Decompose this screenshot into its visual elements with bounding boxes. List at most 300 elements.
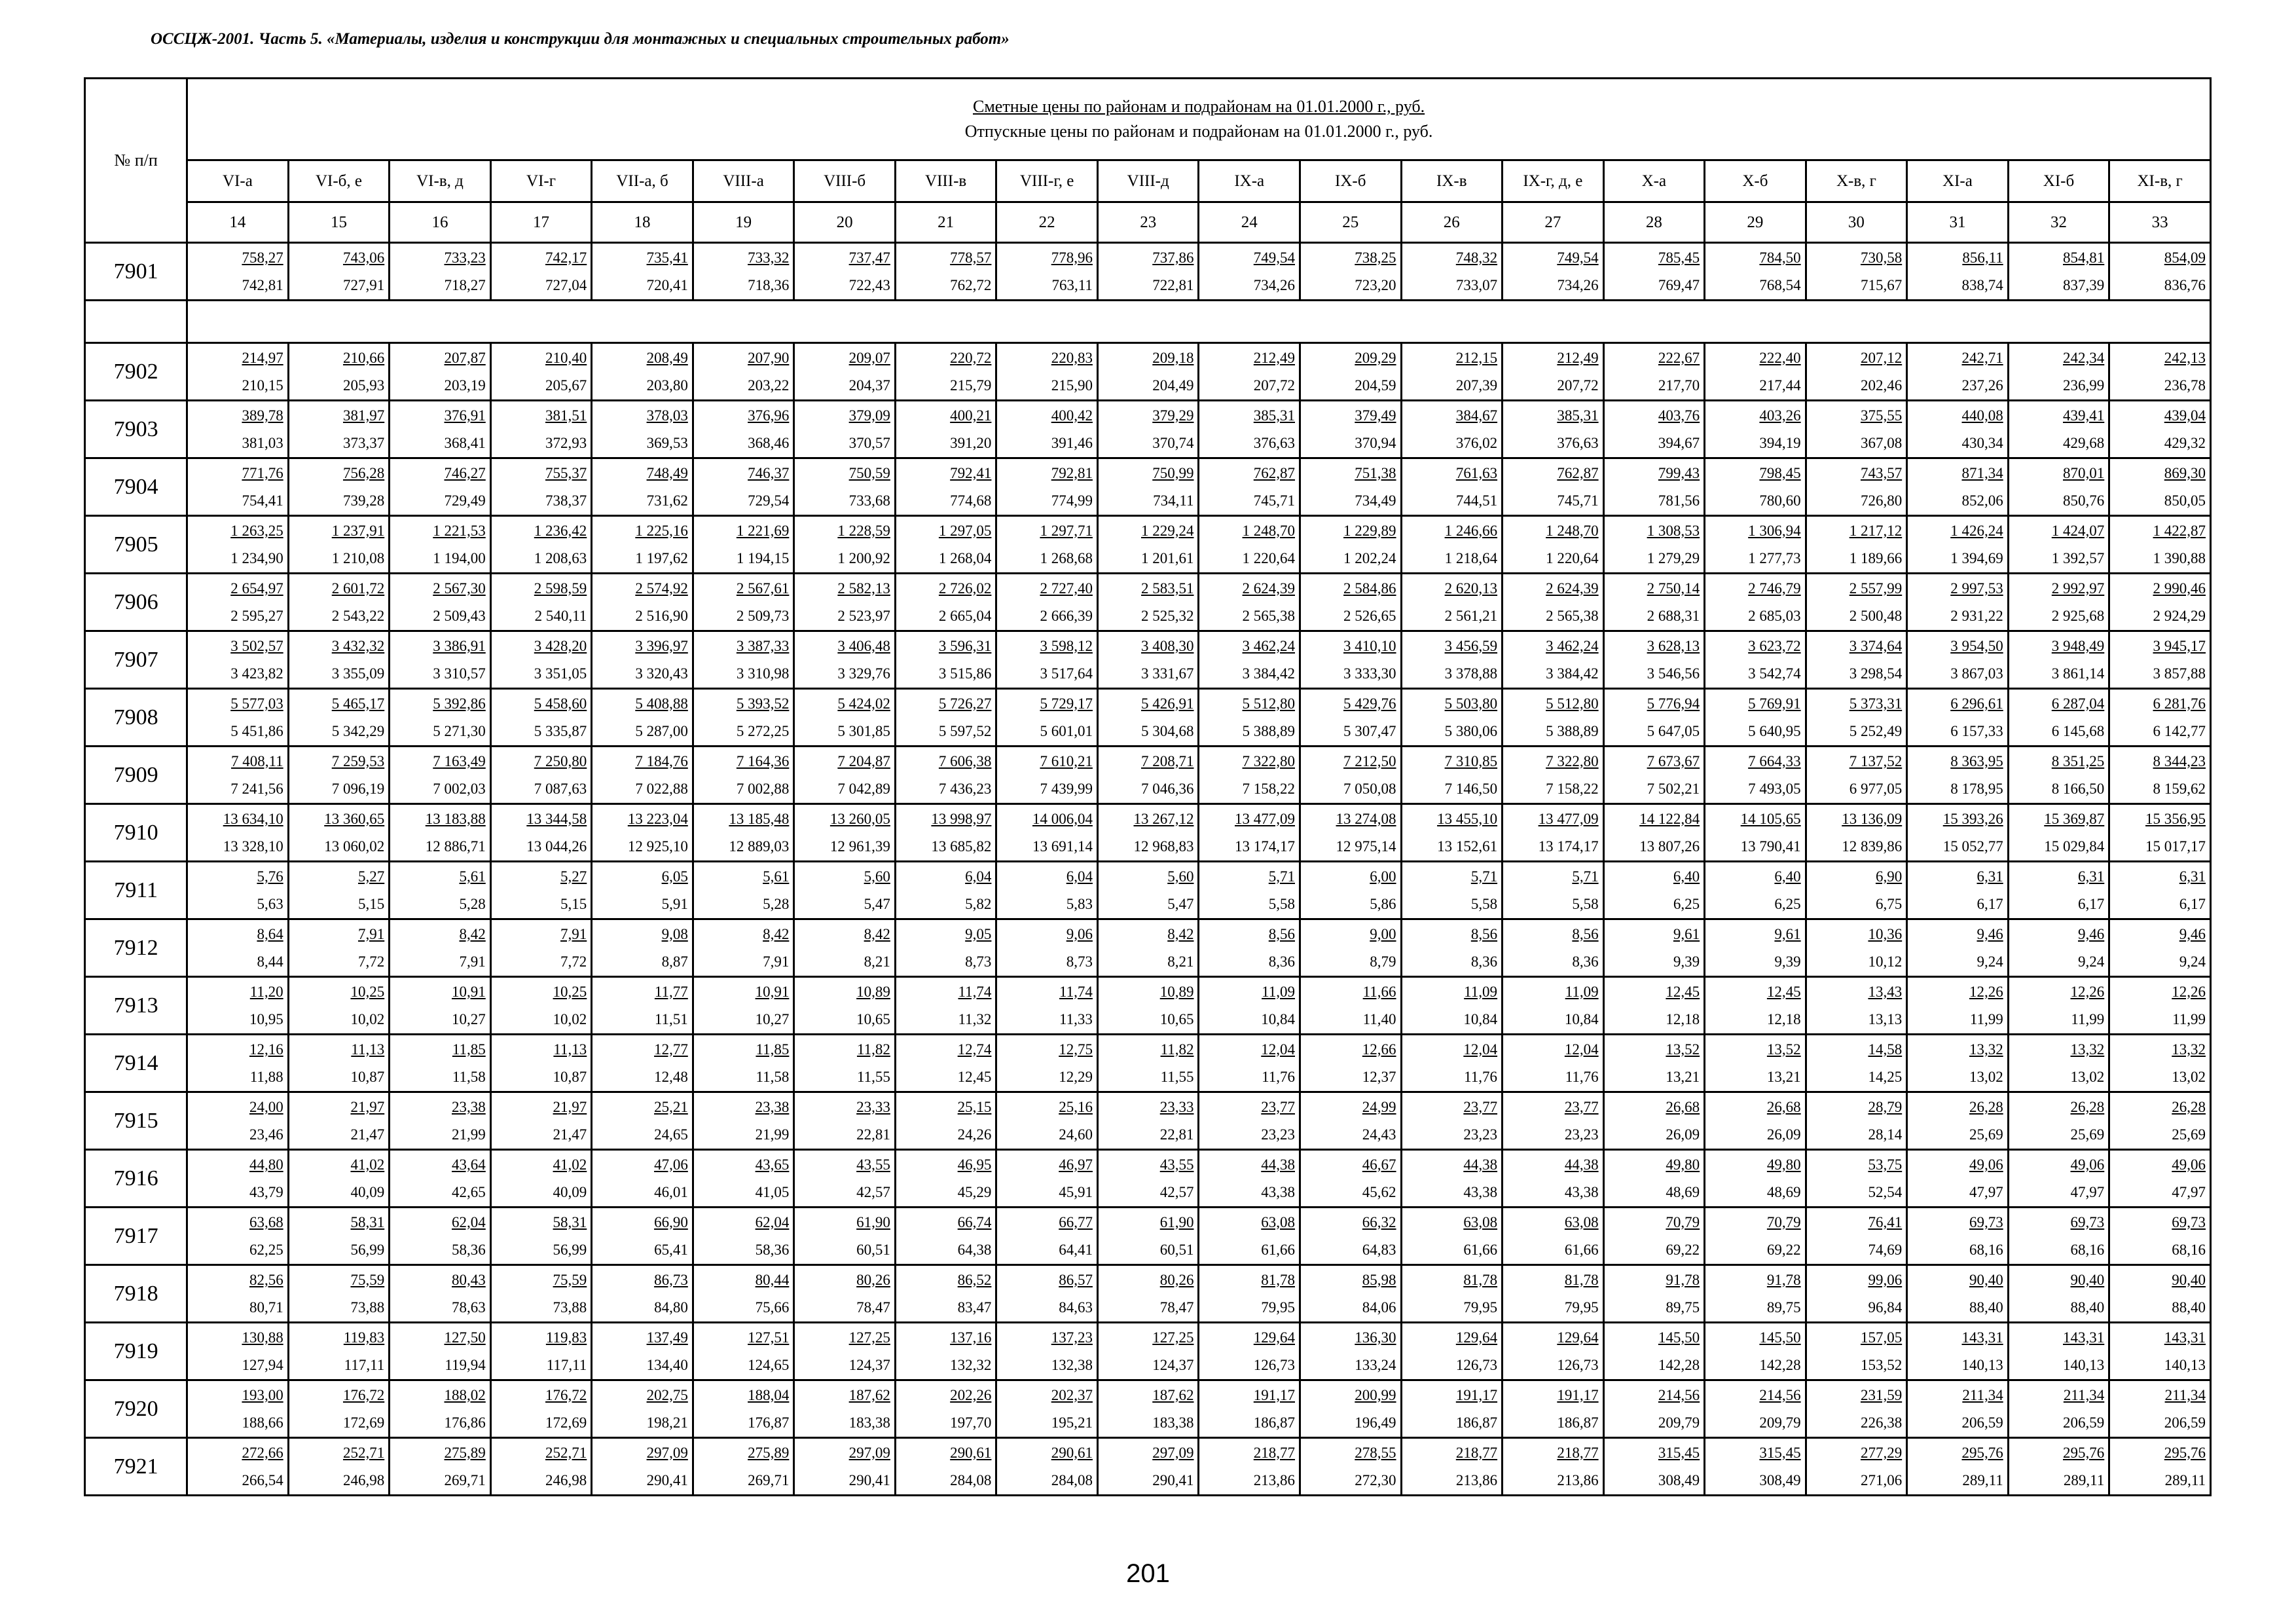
estimate-price: 24,00 bbox=[249, 1098, 283, 1115]
price-cell bbox=[1603, 243, 1705, 301]
price-cell bbox=[2109, 1208, 2211, 1265]
estimate-price: 11,74 bbox=[1059, 983, 1093, 1000]
release-price: 236,78 bbox=[2164, 377, 2206, 394]
table-row bbox=[85, 1092, 2211, 1150]
estimate-price: 746,37 bbox=[748, 464, 790, 481]
release-price: 5 597,52 bbox=[938, 722, 992, 739]
estimate-price: 191,17 bbox=[1253, 1386, 1295, 1403]
price-cell bbox=[1705, 343, 1806, 401]
estimate-price: 66,32 bbox=[1362, 1213, 1396, 1230]
price-cell bbox=[794, 1265, 896, 1323]
estimate-price: 5 726,27 bbox=[938, 695, 992, 712]
price-cell bbox=[2008, 977, 2109, 1035]
estimate-price: 2 726,02 bbox=[938, 580, 992, 597]
release-price: 734,26 bbox=[1557, 276, 1599, 293]
price-cell bbox=[1705, 1208, 1806, 1265]
estimate-price: 5 577,03 bbox=[230, 695, 283, 712]
release-price: 394,19 bbox=[1759, 434, 1801, 451]
release-price: 7 096,19 bbox=[331, 780, 385, 797]
release-price: 215,90 bbox=[1051, 377, 1093, 394]
price-cell bbox=[1097, 804, 1199, 862]
release-price: 5,47 bbox=[864, 895, 890, 912]
release-price: 734,49 bbox=[1355, 492, 1396, 509]
estimate-price: 376,91 bbox=[444, 407, 486, 424]
estimate-price: 23,77 bbox=[1463, 1098, 1498, 1115]
release-price: 738,37 bbox=[545, 492, 587, 509]
release-price: 5,15 bbox=[560, 895, 587, 912]
release-price: 13 691,14 bbox=[1032, 838, 1093, 855]
release-price: 213,86 bbox=[1253, 1471, 1295, 1488]
release-price: 80,71 bbox=[249, 1299, 283, 1316]
price-cell bbox=[2008, 804, 2109, 862]
estimate-price: 743,57 bbox=[1860, 464, 1903, 481]
release-price: 6 157,33 bbox=[1950, 722, 2003, 739]
estimate-price: 7,91 bbox=[560, 925, 587, 942]
price-cell bbox=[1199, 243, 1300, 301]
estimate-price: 275,89 bbox=[444, 1444, 486, 1461]
price-cell bbox=[1401, 574, 1503, 631]
region-header: X-в, г bbox=[1806, 160, 1907, 202]
price-cell bbox=[592, 574, 693, 631]
estimate-price: 297,09 bbox=[1152, 1444, 1194, 1461]
release-price: 289,11 bbox=[2063, 1471, 2105, 1488]
estimate-price: 379,29 bbox=[1152, 407, 1194, 424]
estimate-price: 91,78 bbox=[1766, 1271, 1801, 1288]
release-price: 12,45 bbox=[957, 1068, 992, 1085]
estimate-price: 5 426,91 bbox=[1140, 695, 1194, 712]
price-cell bbox=[1300, 1438, 1402, 1496]
estimate-price: 6,04 bbox=[1066, 868, 1093, 885]
estimate-price: 2 584,86 bbox=[1343, 580, 1396, 597]
release-price: 119,94 bbox=[445, 1356, 486, 1373]
price-cell bbox=[187, 1323, 289, 1380]
price-cell bbox=[693, 1265, 794, 1323]
estimate-price: 2 990,46 bbox=[2153, 580, 2206, 597]
price-cell bbox=[2008, 1265, 2109, 1323]
price-cell bbox=[592, 1150, 693, 1208]
release-price: 7 042,89 bbox=[837, 780, 890, 797]
release-price: 2 924,29 bbox=[2153, 607, 2206, 624]
estimate-price: 25,16 bbox=[1059, 1098, 1093, 1115]
release-price: 88,40 bbox=[2172, 1299, 2206, 1316]
price-cell bbox=[1199, 747, 1300, 804]
release-price: 14,25 bbox=[1868, 1068, 1903, 1085]
release-price: 13 790,41 bbox=[1740, 838, 1801, 855]
estimate-price: 15 393,26 bbox=[1942, 810, 2003, 827]
release-price: 7,91 bbox=[763, 953, 790, 970]
release-price: 762,72 bbox=[950, 276, 992, 293]
release-price: 206,59 bbox=[2063, 1414, 2105, 1431]
price-cell bbox=[1097, 919, 1199, 977]
estimate-price: 2 997,53 bbox=[1950, 580, 2003, 597]
estimate-price: 5 373,31 bbox=[1849, 695, 1903, 712]
estimate-price: 8 344,23 bbox=[2153, 752, 2206, 769]
release-price: 22,81 bbox=[1159, 1126, 1194, 1143]
estimate-price: 3 948,49 bbox=[2051, 637, 2105, 654]
release-price: 430,34 bbox=[1961, 434, 2003, 451]
release-price: 718,27 bbox=[444, 276, 486, 293]
estimate-price: 14 122,84 bbox=[1639, 810, 1700, 827]
estimate-price: 13,52 bbox=[1666, 1041, 1700, 1058]
region-header: VIII-д bbox=[1097, 160, 1199, 202]
price-cell bbox=[2008, 747, 2109, 804]
estimate-price: 7 163,49 bbox=[433, 752, 486, 769]
price-cell bbox=[288, 689, 390, 747]
price-cell bbox=[895, 401, 996, 458]
estimate-price: 6,04 bbox=[965, 868, 992, 885]
estimate-price: 157,05 bbox=[1860, 1329, 1903, 1346]
estimate-price: 9,06 bbox=[1066, 925, 1093, 942]
release-price: 733,07 bbox=[1455, 276, 1498, 293]
price-cell bbox=[693, 401, 794, 458]
estimate-price: 3 374,64 bbox=[1849, 637, 1903, 654]
release-price: 11,99 bbox=[1969, 1010, 2003, 1027]
price-cell bbox=[996, 1323, 1098, 1380]
release-price: 7 502,21 bbox=[1647, 780, 1700, 797]
release-price: 124,37 bbox=[1152, 1356, 1194, 1373]
price-cell bbox=[1503, 689, 1604, 747]
estimate-price: 778,96 bbox=[1051, 249, 1093, 266]
release-price: 176,86 bbox=[444, 1414, 486, 1431]
row-number-header: № п/п bbox=[85, 79, 187, 243]
estimate-price: 12,26 bbox=[2172, 983, 2206, 1000]
release-price: 83,47 bbox=[957, 1299, 992, 1316]
estimate-price: 13 455,10 bbox=[1437, 810, 1498, 827]
estimate-price: 86,73 bbox=[654, 1271, 688, 1288]
release-price: 84,80 bbox=[654, 1299, 688, 1316]
estimate-price: 44,80 bbox=[249, 1156, 283, 1173]
price-cell bbox=[390, 1438, 491, 1496]
release-price: 5 272,25 bbox=[736, 722, 790, 739]
release-price: 745,71 bbox=[1253, 492, 1295, 509]
price-cell bbox=[1199, 1035, 1300, 1092]
estimate-price: 211,34 bbox=[2063, 1386, 2105, 1403]
price-cell bbox=[592, 1208, 693, 1265]
release-price: 188,66 bbox=[242, 1414, 283, 1431]
price-cell bbox=[693, 977, 794, 1035]
release-price: 2 666,39 bbox=[1040, 607, 1093, 624]
price-cell bbox=[390, 689, 491, 747]
release-price: 24,43 bbox=[1362, 1126, 1396, 1143]
price-cell bbox=[693, 458, 794, 516]
estimate-price: 13 634,10 bbox=[223, 810, 283, 827]
estimate-price: 12,74 bbox=[957, 1041, 992, 1058]
estimate-price: 2 567,61 bbox=[736, 580, 790, 597]
estimate-price: 76,41 bbox=[1868, 1213, 1903, 1230]
release-price: 12,37 bbox=[1362, 1068, 1396, 1085]
release-price: 5,28 bbox=[459, 895, 486, 912]
release-price: 754,41 bbox=[242, 492, 283, 509]
release-price: 89,75 bbox=[1666, 1299, 1700, 1316]
region-header: VI-в, д bbox=[390, 160, 491, 202]
row-number: 7903 bbox=[85, 401, 187, 458]
region-header: VI-а bbox=[187, 160, 289, 202]
release-price: 7 002,03 bbox=[433, 780, 486, 797]
estimate-price: 278,55 bbox=[1355, 1444, 1396, 1461]
price-cell bbox=[2109, 1150, 2211, 1208]
release-price: 69,22 bbox=[1666, 1241, 1700, 1258]
release-price: 7 439,99 bbox=[1040, 780, 1093, 797]
release-price: 61,66 bbox=[1463, 1241, 1498, 1258]
estimate-price: 46,67 bbox=[1362, 1156, 1396, 1173]
price-cell bbox=[1097, 458, 1199, 516]
price-cell bbox=[1907, 977, 2009, 1035]
release-price: 23,46 bbox=[249, 1126, 283, 1143]
estimate-price: 13,52 bbox=[1766, 1041, 1801, 1058]
release-price: 153,52 bbox=[1860, 1356, 1903, 1373]
price-cell bbox=[794, 1323, 896, 1380]
estimate-price: 25,15 bbox=[957, 1098, 992, 1115]
release-price: 21,99 bbox=[755, 1126, 790, 1143]
price-cell bbox=[996, 977, 1098, 1035]
release-price: 1 392,57 bbox=[2051, 549, 2105, 566]
price-cell bbox=[187, 516, 289, 574]
price-cell bbox=[2008, 1092, 2109, 1150]
estimate-price: 119,83 bbox=[343, 1329, 385, 1346]
estimate-price: 13 185,48 bbox=[729, 810, 790, 827]
price-cell bbox=[895, 1265, 996, 1323]
estimate-price: 385,31 bbox=[1557, 407, 1599, 424]
estimate-price: 41,02 bbox=[350, 1156, 385, 1173]
estimate-price: 3 598,12 bbox=[1040, 637, 1093, 654]
price-cell bbox=[390, 862, 491, 919]
estimate-price: 1 426,24 bbox=[1950, 522, 2003, 539]
estimate-price: 145,50 bbox=[1658, 1329, 1700, 1346]
price-cell bbox=[2109, 919, 2211, 977]
price-cell bbox=[490, 747, 592, 804]
estimate-price: 61,90 bbox=[856, 1213, 890, 1230]
estimate-price: 58,31 bbox=[553, 1213, 587, 1230]
release-price: 5 271,30 bbox=[433, 722, 486, 739]
estimate-price: 6,40 bbox=[1673, 868, 1700, 885]
release-price: 5 304,68 bbox=[1140, 722, 1194, 739]
region-header: IX-в bbox=[1401, 160, 1503, 202]
table-row bbox=[85, 977, 2211, 1035]
estimate-price: 11,66 bbox=[1362, 983, 1396, 1000]
release-price: 2 516,90 bbox=[635, 607, 688, 624]
price-cell bbox=[1806, 977, 1907, 1035]
row-number: 7915 bbox=[85, 1092, 187, 1150]
estimate-price: 12,26 bbox=[2070, 983, 2105, 1000]
estimate-price: 2 620,13 bbox=[1444, 580, 1498, 597]
release-price: 40,09 bbox=[350, 1183, 385, 1200]
price-cell bbox=[1401, 1150, 1503, 1208]
price-cell bbox=[1907, 1208, 2009, 1265]
price-cell bbox=[390, 1150, 491, 1208]
price-cell bbox=[1300, 1208, 1402, 1265]
price-cell bbox=[187, 1438, 289, 1496]
estimate-price: 8,64 bbox=[257, 925, 283, 942]
release-price: 429,32 bbox=[2164, 434, 2206, 451]
column-number: 32 bbox=[2008, 202, 2109, 243]
price-cell bbox=[288, 977, 390, 1035]
estimate-price: 2 624,39 bbox=[1546, 580, 1599, 597]
estimate-price: 746,27 bbox=[444, 464, 486, 481]
estimate-price: 11,82 bbox=[856, 1041, 890, 1058]
price-cell bbox=[2109, 1035, 2211, 1092]
estimate-price: 275,89 bbox=[748, 1444, 790, 1461]
price-cell bbox=[1806, 1380, 1907, 1438]
price-cell bbox=[490, 1380, 592, 1438]
release-price: 271,06 bbox=[1860, 1471, 1903, 1488]
estimate-price: 7 250,80 bbox=[534, 752, 587, 769]
release-price: 1 220,64 bbox=[1242, 549, 1295, 566]
price-cell bbox=[390, 401, 491, 458]
price-cell bbox=[1401, 1092, 1503, 1150]
estimate-price: 3 432,32 bbox=[331, 637, 385, 654]
release-price: 12 925,10 bbox=[627, 838, 688, 855]
release-price: 48,69 bbox=[1666, 1183, 1700, 1200]
estimate-price: 784,50 bbox=[1759, 249, 1801, 266]
price-cell bbox=[1503, 574, 1604, 631]
price-cell bbox=[794, 1438, 896, 1496]
estimate-price: 792,81 bbox=[1051, 464, 1093, 481]
release-price: 10,84 bbox=[1564, 1010, 1599, 1027]
row-number: 7902 bbox=[85, 343, 187, 401]
release-price: 142,28 bbox=[1759, 1356, 1801, 1373]
release-price: 172,69 bbox=[545, 1414, 587, 1431]
release-price: 198,21 bbox=[646, 1414, 688, 1431]
release-price: 7 050,08 bbox=[1343, 780, 1396, 797]
price-cell bbox=[490, 458, 592, 516]
region-header: XI-б bbox=[2008, 160, 2109, 202]
price-cell bbox=[1806, 1438, 1907, 1496]
price-cell bbox=[490, 401, 592, 458]
release-price: 133,24 bbox=[1355, 1356, 1396, 1373]
estimate-price: 43,65 bbox=[755, 1156, 790, 1173]
release-price: 12 961,39 bbox=[829, 838, 890, 855]
column-number: 30 bbox=[1806, 202, 1907, 243]
release-price: 117,11 bbox=[546, 1356, 587, 1373]
estimate-price: 188,02 bbox=[444, 1386, 486, 1403]
price-cell bbox=[1603, 1035, 1705, 1092]
estimate-price: 7 164,36 bbox=[736, 752, 790, 769]
price-cell bbox=[895, 977, 996, 1035]
release-price: 394,67 bbox=[1658, 434, 1700, 451]
price-cell bbox=[1806, 458, 1907, 516]
estimate-price: 762,87 bbox=[1253, 464, 1295, 481]
price-cell bbox=[693, 1150, 794, 1208]
estimate-price: 10,91 bbox=[452, 983, 486, 1000]
estimate-price: 2 574,92 bbox=[635, 580, 688, 597]
estimate-price: 870,01 bbox=[2063, 464, 2105, 481]
estimate-price: 8,56 bbox=[1572, 925, 1599, 942]
estimate-price: 6,00 bbox=[1370, 868, 1396, 885]
estimate-price: 90,40 bbox=[1969, 1271, 2003, 1288]
release-price: 10,87 bbox=[350, 1068, 385, 1085]
release-price: 376,02 bbox=[1455, 434, 1498, 451]
estimate-price: 212,49 bbox=[1253, 349, 1295, 366]
estimate-price: 2 727,40 bbox=[1040, 580, 1093, 597]
row-number: 7904 bbox=[85, 458, 187, 516]
price-cell bbox=[1503, 1438, 1604, 1496]
estimate-price: 11,82 bbox=[1160, 1041, 1194, 1058]
estimate-price: 209,18 bbox=[1152, 349, 1194, 366]
price-cell bbox=[1806, 343, 1907, 401]
price-cell bbox=[1097, 747, 1199, 804]
estimate-price: 41,02 bbox=[553, 1156, 587, 1173]
estimate-price: 3 462,24 bbox=[1546, 637, 1599, 654]
release-price: 11,40 bbox=[1362, 1010, 1396, 1027]
estimate-price: 1 308,53 bbox=[1647, 522, 1700, 539]
release-price: 3 423,82 bbox=[230, 665, 283, 682]
price-cell bbox=[794, 458, 896, 516]
table-row bbox=[85, 689, 2211, 747]
release-price: 42,65 bbox=[452, 1183, 486, 1200]
release-price: 183,38 bbox=[848, 1414, 890, 1431]
estimate-price: 12,77 bbox=[654, 1041, 688, 1058]
estimate-price: 80,26 bbox=[856, 1271, 890, 1288]
release-price: 13 328,10 bbox=[223, 838, 283, 855]
price-cell bbox=[187, 1380, 289, 1438]
price-cell bbox=[592, 243, 693, 301]
price-cell bbox=[2008, 516, 2109, 574]
price-cell bbox=[2008, 1035, 2109, 1092]
price-cell bbox=[390, 1208, 491, 1265]
column-number: 16 bbox=[390, 202, 491, 243]
estimate-price: 3 462,24 bbox=[1242, 637, 1295, 654]
estimate-price: 290,61 bbox=[950, 1444, 992, 1461]
release-price: 2 685,03 bbox=[1748, 607, 1801, 624]
price-cell bbox=[2008, 1323, 2109, 1380]
estimate-price: 9,61 bbox=[1774, 925, 1801, 942]
release-price: 13 060,02 bbox=[324, 838, 385, 855]
release-price: 2 595,27 bbox=[230, 607, 283, 624]
release-price: 5,63 bbox=[257, 895, 283, 912]
release-price: 729,54 bbox=[748, 492, 790, 509]
estimate-price: 1 246,66 bbox=[1444, 522, 1498, 539]
estimate-price: 5,60 bbox=[864, 868, 890, 885]
estimate-price: 3 945,17 bbox=[2153, 637, 2206, 654]
release-price: 289,11 bbox=[2164, 1471, 2206, 1488]
release-price: 266,54 bbox=[242, 1471, 283, 1488]
estimate-price: 379,09 bbox=[848, 407, 890, 424]
release-price: 42,57 bbox=[856, 1183, 890, 1200]
estimate-price: 7 137,52 bbox=[1849, 752, 1903, 769]
price-cell bbox=[1603, 631, 1705, 689]
estimate-price: 5 408,88 bbox=[635, 695, 688, 712]
price-cell bbox=[1097, 689, 1199, 747]
price-cell bbox=[390, 804, 491, 862]
release-price: 2 925,68 bbox=[2051, 607, 2105, 624]
estimate-price: 14 006,04 bbox=[1032, 810, 1093, 827]
estimate-price: 242,71 bbox=[1961, 349, 2003, 366]
estimate-price: 143,31 bbox=[2164, 1329, 2206, 1346]
price-cell bbox=[1199, 343, 1300, 401]
estimate-price: 1 248,70 bbox=[1242, 522, 1295, 539]
estimate-price: 7 208,71 bbox=[1140, 752, 1194, 769]
estimate-price: 49,80 bbox=[1766, 1156, 1801, 1173]
row-number: 7919 bbox=[85, 1323, 187, 1380]
release-price: 6 977,05 bbox=[1849, 780, 1903, 797]
release-price: 10,65 bbox=[856, 1010, 890, 1027]
price-cell bbox=[895, 1092, 996, 1150]
price-cell bbox=[592, 804, 693, 862]
estimate-price: 176,72 bbox=[545, 1386, 587, 1403]
release-price: 290,41 bbox=[848, 1471, 890, 1488]
release-price: 25,69 bbox=[1969, 1126, 2003, 1143]
price-cell bbox=[1907, 862, 2009, 919]
release-price: 8,36 bbox=[1572, 953, 1599, 970]
release-price: 11,76 bbox=[1262, 1068, 1295, 1085]
release-price: 284,08 bbox=[1051, 1471, 1093, 1488]
release-price: 6,75 bbox=[1875, 895, 1903, 912]
release-price: 744,51 bbox=[1455, 492, 1498, 509]
estimate-price: 210,40 bbox=[545, 349, 587, 366]
release-price: 3 546,56 bbox=[1647, 665, 1700, 682]
release-price: 124,65 bbox=[748, 1356, 790, 1373]
price-cell bbox=[794, 747, 896, 804]
